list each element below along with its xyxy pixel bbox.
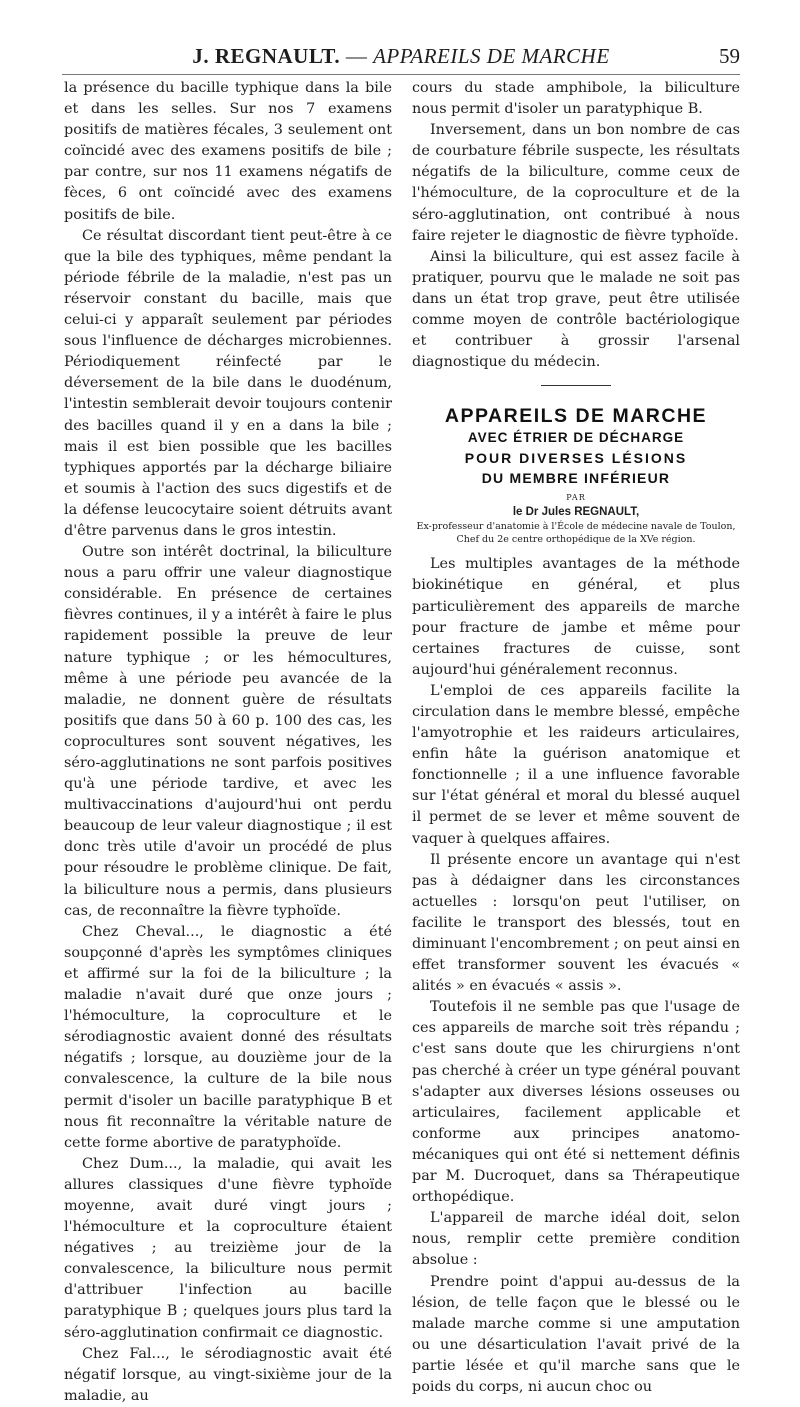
right-column xyxy=(412,78,740,1398)
affiliation-line: Ex-professeur d'anatomie à l'École de médecine navale de Toulon, xyxy=(416,521,736,533)
paragraph: la présence du bacille typhique dans la bile et dans les selles. Sur nos 7 examens positifs de matières fécales, 3 seulement ont coïncidé avec des examens positifs de bile ; par contre, sur nos 11 examens négatifs de fèces, 6 ont coïncidé avec des examens positifs de bile. xyxy=(64,80,392,223)
paragraph: Chez Fal..., le sérodiagnostic avait été négatif lorsque, au vingt-sixième jour de la maladie, au xyxy=(64,1345,392,1404)
byline: PAR xyxy=(566,493,586,503)
affiliation-line: Chef du 2e centre orthopédique de la XVe région. xyxy=(456,534,696,546)
article-title-line: AVEC ÉTRIER DE DÉCHARGE xyxy=(467,430,685,446)
paragraph: Inversement, dans un bon nombre de cas de courbature fébrile suspecte, les résultats négatifs de la biliculture, comme ceux de l'hémoculture, de la coproculture et de la séro-agglutination, ont contribué à nous faire rejeter le diagnostic de fièvre typhoïde. xyxy=(412,122,740,244)
author-affiliation xyxy=(412,520,740,546)
paragraph: Ce résultat discordant tient peut-être à ce que la bile des typhiques, même pendant la période fébrile de la maladie, n'est pas un réservoir constant du bacille, mais que celui-ci y apparaît seulement par périodes sous l'influence de décharges microbiennes. Périodiquement réinfecté par le déversement de la bile dans le duodénum, l'intestin semblerait devoir toujours contenir des bacilles quand il y en a dans la bile ; mais il est bien possible que les bacilles typhiques apportés par la décharge biliaire et soumis à l'action des sucs digestifs et de la défense leucocytaire soient détruits avant d'être parvenus dans le gros intestin. xyxy=(64,227,392,539)
article-title-line: DU MEMBRE INFÉRIEUR xyxy=(481,470,671,487)
paragraph: Ainsi la biliculture, qui est assez facile à pratiquer, pourvu que le malade ne soit pas dans un état trop grave, peut être utilisée comme moyen de contrôle bactériologique et contribuer à grossir l'arsenal diagnostique du médecin. xyxy=(412,248,740,371)
running-header xyxy=(62,40,740,75)
running-title xyxy=(62,44,740,69)
paragraph: Toutefois il ne semble pas que l'usage de ces appareils de marche soit très répandu ; c'est sans doute que les chirurgiens n'ont pas cherché à créer un type général pouvant s'adapter aux diverses lésions osseuses ou articulaires, facilement applicable et conforme aux principes anatomo-mécaniques qui ont été si nettement définis par M. Ducroquet, dans sa Thérapeutique orthopédique. xyxy=(412,999,740,1206)
paragraph: L'emploi de ces appareils facilite la circulation dans le membre blessé, empêche l'amyotrophie et les raideurs articulaires, enfin hâte la guérison anatomique et fonctionnelle ; il a une influence favorable sur l'état général et moral du blessé auquel il permet de se lever et même souvent de vaquer à quelques affaires. xyxy=(412,682,740,847)
paragraph: Chez Dum..., la maladie, qui avait les allures classiques d'une fièvre typhoïde moyenne, avait duré vingt jours ; l'hémoculture et la coproculture étaient négatives ; au treizième jour de la convalescence, la biliculture nous permit d'attribuer l'infection au bacille paratyphique B ; quelques jours plus tard la séro-agglutination confirmait ce diagnostic. xyxy=(64,1155,392,1341)
paragraph: Il présente encore un avantage qui n'est pas à dédaigner dans les circonstances actuelles : lorsqu'on peut l'utiliser, on facilite le transport des blessés, tout en diminuant l'encombrement ; on peut ainsi en effet transformer souvent les évacués « alités » en évacués « assis ». xyxy=(412,851,740,995)
page-number: 59 xyxy=(719,44,740,68)
article-title xyxy=(412,404,740,488)
section-divider xyxy=(541,385,611,386)
left-column xyxy=(64,78,392,1407)
article-author: le Dr Jules REGNAULT, xyxy=(512,506,640,519)
paragraph: Prendre point d'appui au-dessus de la lésion, de telle façon que le blessé ou le malade marche comme si une amputation ou une désarticulation l'avait privé de la partie lésée et qu'il marche sans que le poids du corps, ni aucun choc ou xyxy=(412,1273,740,1395)
paragraph: Chez Cheval..., le diagnostic a été soupçonné d'après les symptômes cliniques et affirmé sur la foi de la biliculture ; la maladie n'avait duré que onze jours ; l'hémoculture, la coproculture et le sérodiagnostic avaient donné des résultats négatifs ; lorsque, au douzième jour de la convalescence, la culture de la bile nous permit d'isoler un bacille paratyphique B et nous fit reconnaître la véritable nature de cette forme abortive de paratyphoïde. xyxy=(64,923,392,1151)
paragraph: Outre son intérêt doctrinal, la biliculture nous a paru offrir une valeur diagnostique considérable. En présence de certaines fièvres continues, il y a intérêt à faire le plus rapidement possible la preuve de leur nature typhique ; or les hémocultures, même à une période peu avancée de la maladie, ne donnent guère de résultats positifs que dans 50 à 60 p. 100 des cas, les coprocultures sont souvent négatives, les séro-agglutinations ne sont parfois positives qu'à une période tardive, et avec les multivaccinations d'aujourd'hui ont perdu beaucoup de leur valeur diagnostique ; il est donc très utile d'avoir un procédé de plus pour résoudre le problème clinique. De fait, la biliculture nous a permis, dans plusieurs cas, de reconnaître la fièvre typhoïde. xyxy=(64,544,392,919)
header-separator: — xyxy=(340,44,374,68)
paragraph: L'appareil de marche idéal doit, selon nous, remplir cette première condition absolue : xyxy=(412,1210,740,1269)
header-running-title: APPAREILS DE MARCHE xyxy=(373,44,610,68)
article-title-line: POUR DIVERSES LÉSIONS xyxy=(464,450,688,467)
header-author: J. REGNAULT. xyxy=(192,44,341,68)
paragraph: cours du stade amphibole, la biliculture nous permit d'isoler un paratyphique B. xyxy=(412,80,740,118)
paragraph: Les multiples avantages de la méthode biokinétique en général, et plus particulièrement des appareils de marche pour fracture de jambe et même pour certaines fractures de cuisse, sont aujourd'hui généralement reconnus. xyxy=(412,556,740,678)
article-title-line: APPAREILS DE MARCHE xyxy=(444,405,708,428)
